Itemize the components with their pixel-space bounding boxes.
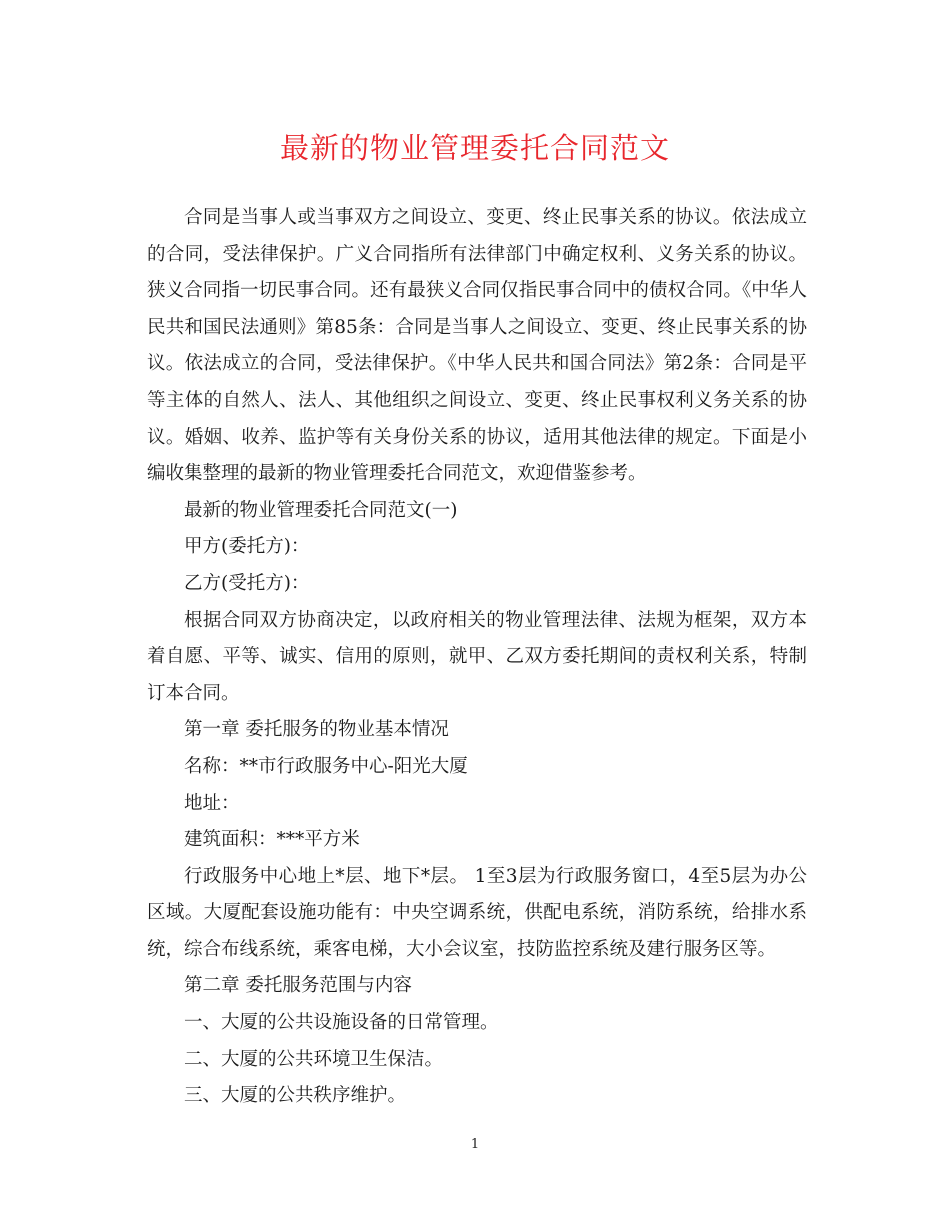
scope-item-2: 二、大厦的公共环境卫生保洁。 (184, 1048, 444, 1070)
party-b-line: 乙方(受托方)： (184, 572, 310, 594)
document-body (147, 200, 807, 1115)
intro-paragraph: 合同是当事人或当事双方之间设立、变更、终止民事关系的协议。依法成立的合同，受法律保护。广义合同指所有法律部门中确定权利、义务关系的协议。狭义合同指一切民事合同。还有最狭义合同仅指民事合同中的债权合同。《中华人民共和国民法通则》第85条：合同是当事人之间设立、变更、终止民事关系的协议。依法成立的合同，受法律保护。《中华人民共和国合同法》第2条：合同是平等主体的自然人、法人、其他组织之间设立、变更、终止民事权利义务关系的协议。婚姻、收养、监护等有关身份关系的协议，适用其他法律的规定。下面是小编收集整理的最新的物业管理委托合同范文，欢迎借鉴参考。 (147, 207, 807, 485)
scope-item-1: 一、大厦的公共设施设备的日常管理。 (184, 1012, 499, 1034)
party-a-line: 甲方(委托方)： (184, 536, 310, 558)
address-line: 地址： (184, 792, 240, 814)
preamble-paragraph: 根据合同双方协商决定，以政府相关的物业管理法律、法规为框架，双方本着自愿、平等、诚实、信用的原则，就甲、乙双方委托期间的责权利关系，特制订本合同。 (147, 609, 807, 704)
document-title: 最新的物业管理委托合同范文 (279, 131, 670, 165)
property-name-line: 名称：**市行政服务中心-阳光大厦 (184, 755, 468, 777)
facilities-paragraph: 行政服务中心地上*层、地下*层。 1至3层为行政服务窗口，4至5层为办公区域。大厦配套设施功能有：中央空调系统，供配电系统，消防系统，给排水系统，综合布线系统，乘客电梯，大小会议室，技防监控系统及建行服务区等。 (147, 865, 807, 960)
chapter-one-heading: 第一章 委托服务的物业基本情况 (184, 719, 449, 741)
page-number: 1 (470, 1137, 480, 1152)
chapter-two-heading: 第二章 委托服务范围与内容 (184, 975, 412, 997)
floor-area-line: 建筑面积：***平方米 (184, 829, 360, 851)
scope-item-3: 三、大厦的公共秩序维护。 (184, 1085, 407, 1107)
section-heading: 最新的物业管理委托合同范文(一) (184, 499, 458, 521)
